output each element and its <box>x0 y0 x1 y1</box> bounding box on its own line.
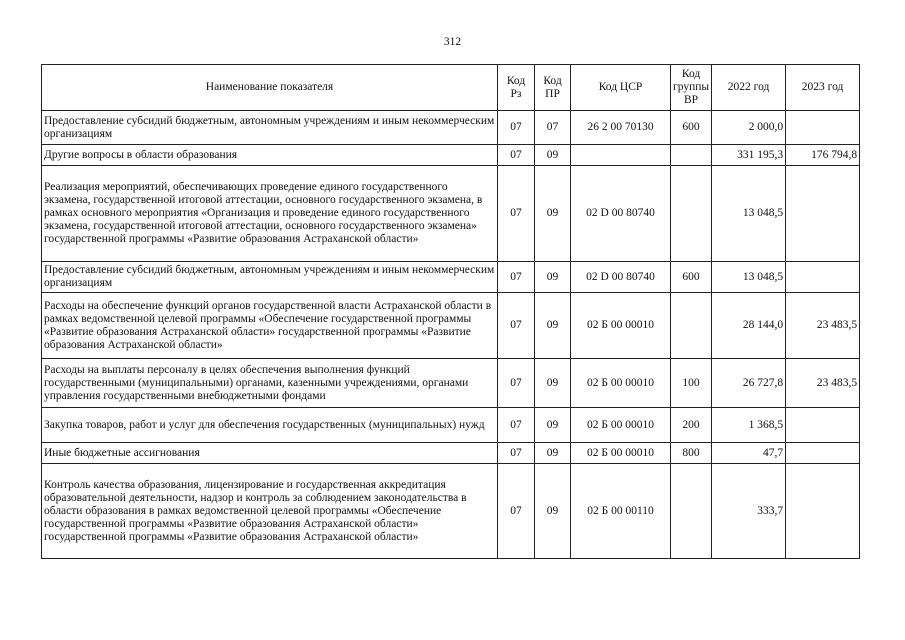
row-rz: 07 <box>498 145 535 166</box>
row-2022: 28 144,0 <box>712 293 786 359</box>
header-pr: Код ПР <box>535 65 571 111</box>
row-2022: 26 727,8 <box>712 359 786 408</box>
row-pr: 09 <box>535 145 571 166</box>
row-name: Расходы на выплаты персоналу в целях обеспечения выполнения функций государственными (муниципальными) органами, казенными учреждениями, органами управления государственными внебюджетными фондами <box>42 359 498 408</box>
table-row <box>42 111 860 145</box>
row-rz: 07 <box>498 262 535 293</box>
row-name: Предоставление субсидий бюджетным, автономным учреждениям и иным некоммерческим организациям <box>42 262 498 293</box>
row-csr <box>571 145 671 166</box>
row-2022: 13 048,5 <box>712 262 786 293</box>
row-2023: 176 794,8 <box>786 145 860 166</box>
row-2022: 2 000,0 <box>712 111 786 145</box>
header-name: Наименование показателя <box>42 65 498 111</box>
row-name: Предоставление субсидий бюджетным, автономным учреждениям и иным некоммерческим организациям <box>42 111 498 145</box>
row-rz: 07 <box>498 111 535 145</box>
row-2023 <box>786 408 860 443</box>
row-vr <box>671 293 712 359</box>
row-vr: 100 <box>671 359 712 408</box>
row-csr: 02 D 00 80740 <box>571 166 671 262</box>
row-rz: 07 <box>498 464 535 559</box>
row-csr: 02 Б 00 00010 <box>571 443 671 464</box>
row-name: Контроль качества образования, лицензирование и государственная аккредитация образовательной деятельности, надзор и контроль за соблюдением законодательства в области образования в рамках ведомственной целевой программы «Обеспечение государственной программы «Развитие образования Астраханской области» государственной программы «Развитие образования Астраханской области» <box>42 464 498 559</box>
row-pr: 09 <box>535 359 571 408</box>
table-row <box>42 464 860 559</box>
row-csr: 02 Б 00 00110 <box>571 464 671 559</box>
row-2023: 23 483,5 <box>786 359 860 408</box>
row-2023 <box>786 262 860 293</box>
row-rz: 07 <box>498 408 535 443</box>
row-2022: 47,7 <box>712 443 786 464</box>
header-2022: 2022 год <box>712 65 786 111</box>
row-name: Другие вопросы в области образования <box>42 145 498 166</box>
row-name: Закупка товаров, работ и услуг для обеспечения государственных (муниципальных) нужд <box>42 408 498 443</box>
table-row <box>42 262 860 293</box>
row-2023 <box>786 443 860 464</box>
table-row <box>42 145 860 166</box>
row-rz: 07 <box>498 443 535 464</box>
row-vr <box>671 145 712 166</box>
row-2023 <box>786 111 860 145</box>
header-rz: Код Рз <box>498 65 535 111</box>
table-row <box>42 166 860 262</box>
row-2022: 331 195,3 <box>712 145 786 166</box>
row-rz: 07 <box>498 359 535 408</box>
header-csr: Код ЦСР <box>571 65 671 111</box>
page-number: 312 <box>443 36 462 48</box>
table-row <box>42 293 860 359</box>
row-rz: 07 <box>498 166 535 262</box>
row-pr: 09 <box>535 262 571 293</box>
row-csr: 02 Б 00 00010 <box>571 293 671 359</box>
row-csr: 02 Б 00 00010 <box>571 408 671 443</box>
row-2023: 23 483,5 <box>786 293 860 359</box>
row-csr: 26 2 00 70130 <box>571 111 671 145</box>
row-2023 <box>786 464 860 559</box>
row-csr: 02 D 00 80740 <box>571 262 671 293</box>
row-pr: 09 <box>535 443 571 464</box>
header-vr: Код группы ВР <box>671 65 712 111</box>
row-rz: 07 <box>498 293 535 359</box>
row-vr: 800 <box>671 443 712 464</box>
row-pr: 07 <box>535 111 571 145</box>
row-2022: 1 368,5 <box>712 408 786 443</box>
row-2022: 333,7 <box>712 464 786 559</box>
row-2022: 13 048,5 <box>712 166 786 262</box>
budget-table <box>41 64 860 559</box>
row-vr <box>671 464 712 559</box>
row-name: Иные бюджетные ассигнования <box>42 443 498 464</box>
row-vr: 600 <box>671 111 712 145</box>
row-vr: 200 <box>671 408 712 443</box>
row-name: Расходы на обеспечение функций органов государственной власти Астраханской области в рамках ведомственной целевой программы «Обеспечение государственной программы «Развитие образования Астраханской области» государственной программы «Развитие образования Астраханской области» <box>42 293 498 359</box>
table-row <box>42 359 860 408</box>
header-2023: 2023 год <box>786 65 860 111</box>
row-vr <box>671 166 712 262</box>
row-pr: 09 <box>535 464 571 559</box>
row-name: Реализация мероприятий, обеспечивающих проведение единого государственного экзамена, государственной итоговой аттестации, основного государственного экзамена, в рамках основного мероприятия «Организация и проведение единого государственного экзамена, государственной итоговой аттестации, основного государственного экзамена» государственной программы «Развитие образования Астраханской области» <box>42 166 498 262</box>
row-csr: 02 Б 00 00010 <box>571 359 671 408</box>
row-pr: 09 <box>535 293 571 359</box>
row-2023 <box>786 166 860 262</box>
table-row <box>42 408 860 443</box>
row-pr: 09 <box>535 408 571 443</box>
header-row <box>42 65 860 111</box>
row-vr: 600 <box>671 262 712 293</box>
row-pr: 09 <box>535 166 571 262</box>
table-row <box>42 443 860 464</box>
